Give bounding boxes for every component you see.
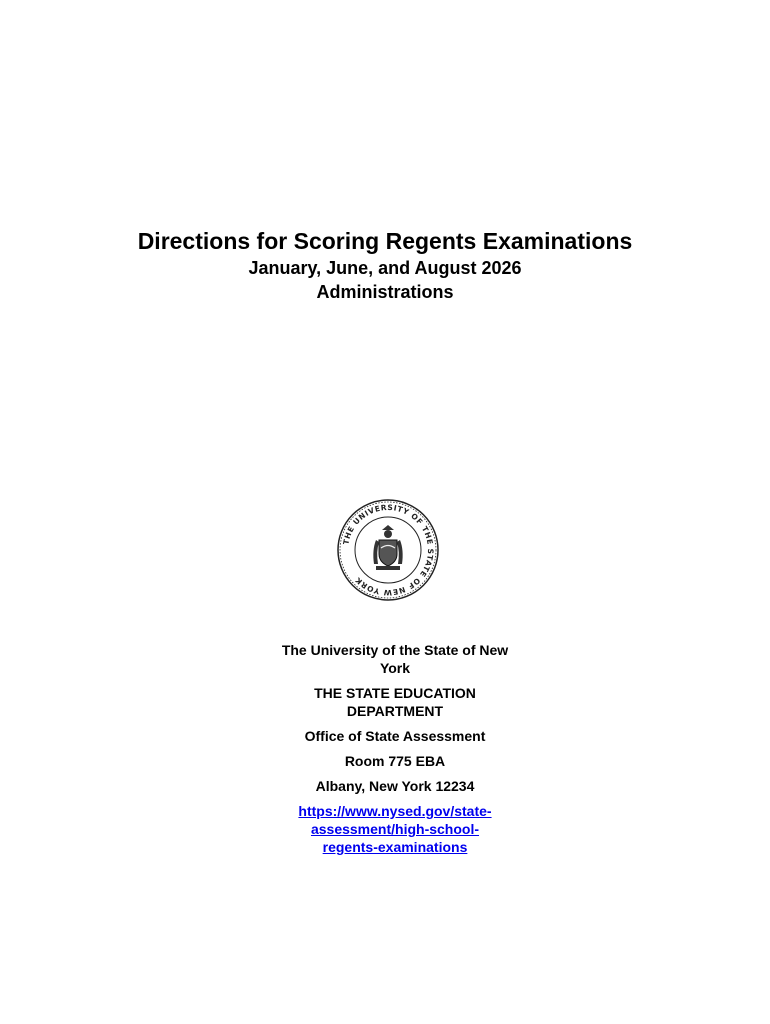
website-link-line1: https://www.nysed.gov/state- [298, 803, 492, 819]
address-block [275, 641, 515, 863]
document-title: Directions for Scoring Regents Examinations [137, 228, 633, 254]
document-subtitle-line2: Administrations [316, 282, 454, 302]
city-address: Albany, New York 12234 [315, 778, 475, 794]
website-link-line3: regents-examinations [322, 839, 468, 855]
document-subtitle-line1: January, June, and August 2026 [248, 258, 522, 278]
room-number: Room 775 EBA [344, 753, 446, 769]
office-name: Office of State Assessment [304, 728, 486, 744]
seal-text: THE UNIVERSITY OF THE STATE OF NEW YORK [341, 502, 436, 598]
department-name: THE STATE EDUCATION DEPARTMENT [314, 685, 476, 719]
title-block [0, 226, 770, 304]
website-link[interactable] [285, 802, 505, 856]
website-link-line2: assessment/high-school- [310, 821, 480, 837]
university-name: The University of the State of New York [281, 642, 509, 676]
state-seal-icon [336, 498, 440, 602]
